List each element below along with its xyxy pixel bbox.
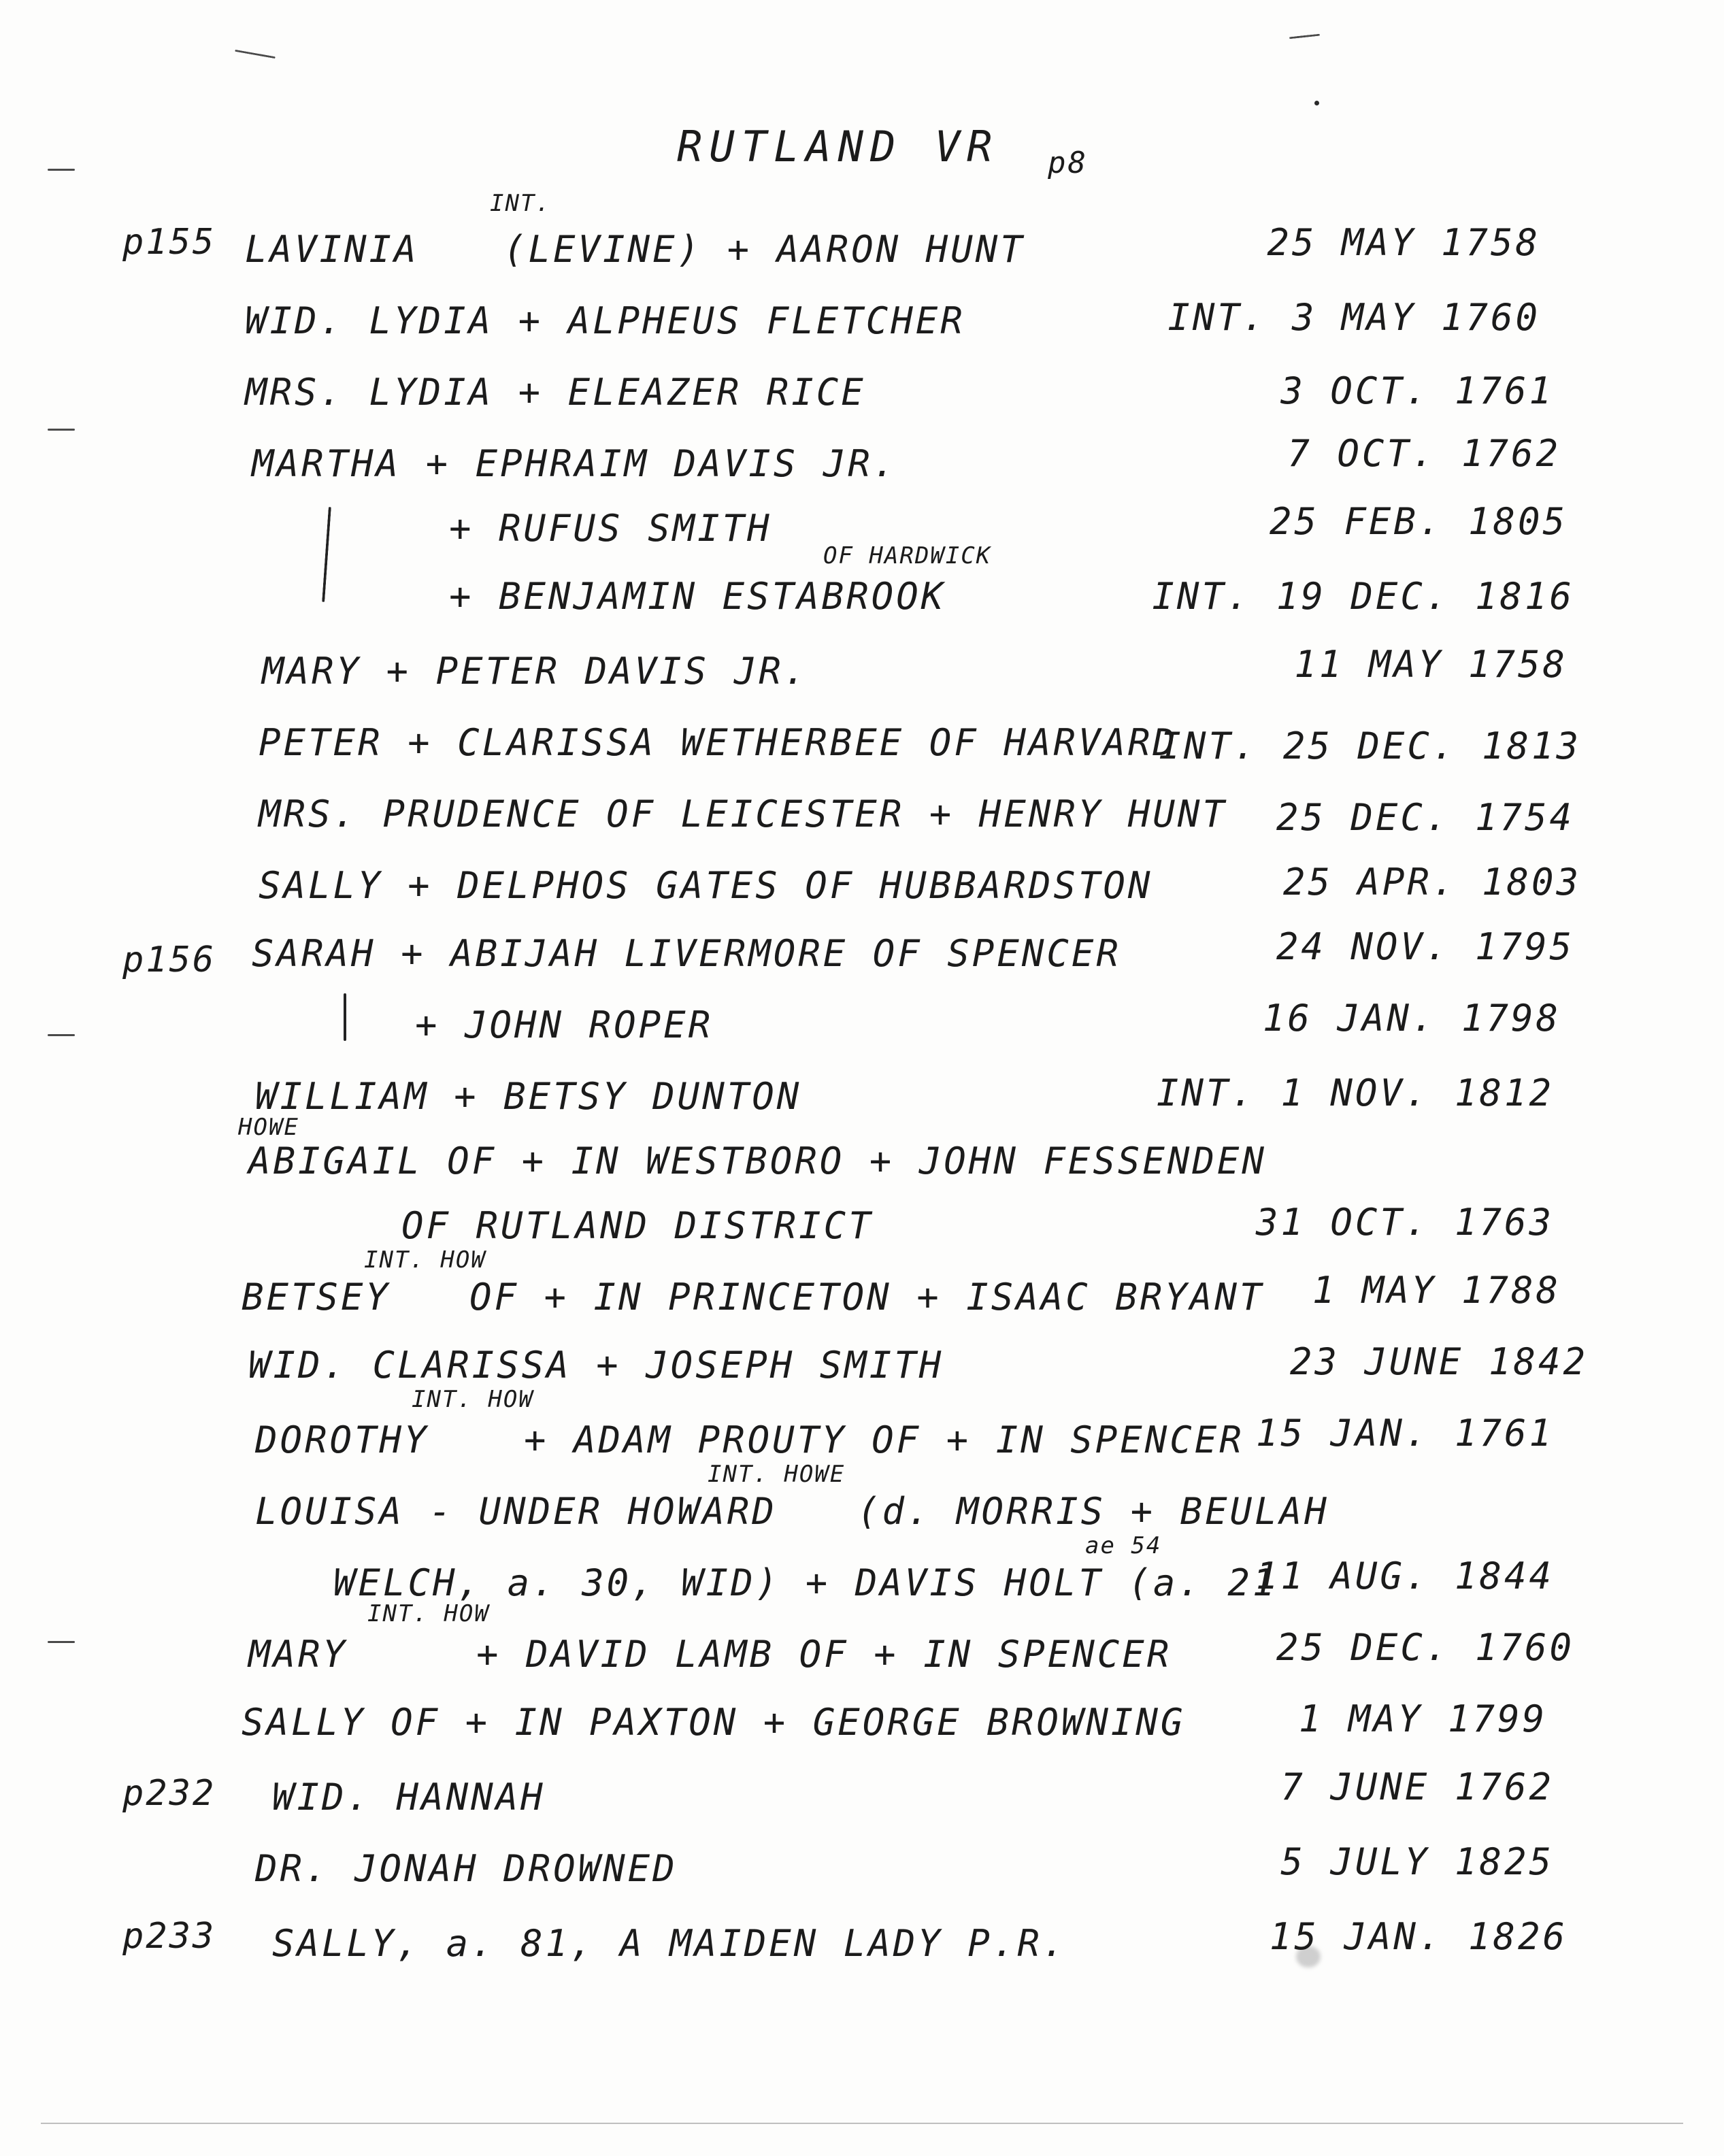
bracket-line xyxy=(344,993,346,1041)
entry-text: OF + IN PRINCETON + ISAAC BRYANT xyxy=(469,1276,1265,1319)
entry-date: INT. 3 MAY 1760 xyxy=(1167,296,1540,339)
entry-date: INT. 1 NOV. 1812 xyxy=(1156,1072,1554,1114)
entry-text: SALLY + DELPHOS GATES OF HUBBARDSTON xyxy=(259,864,1153,907)
entry-text: + DAVID LAMB OF + IN SPENCER xyxy=(476,1633,1172,1676)
entry-interlinear: INT. HOWE xyxy=(708,1461,846,1488)
margin-ref-p156: p156 xyxy=(122,940,216,980)
entry-date: 15 JAN. 1826 xyxy=(1269,1915,1568,1958)
entry-date: 25 DEC. 1754 xyxy=(1276,796,1574,839)
entry-text: BETSEY xyxy=(242,1276,391,1319)
margin-ref-p233: p233 xyxy=(122,1916,216,1957)
entry-text: WID. CLARISSA + JOSEPH SMITH xyxy=(248,1344,944,1387)
scan-mark xyxy=(48,1641,75,1643)
entry-text: WILLIAM + BETSY DUNTON xyxy=(255,1075,802,1118)
entry-date: 31 OCT. 1763 xyxy=(1255,1201,1554,1244)
page-title: RUTLAND VR xyxy=(677,122,999,171)
scan-mark xyxy=(48,1034,75,1036)
entry-interlinear: OF HARDWICK xyxy=(823,542,992,569)
entry-text: OF RUTLAND DISTRICT xyxy=(401,1204,874,1247)
entry-date: 25 MAY 1758 xyxy=(1267,221,1540,264)
entry-text: SALLY, a. 81, A MAIDEN LADY P.R. xyxy=(272,1922,1067,1965)
entry-date: 5 JULY 1825 xyxy=(1280,1840,1554,1883)
entry-text: DOROTHY xyxy=(255,1419,429,1461)
entry-text: + BENJAMIN ESTABROOK xyxy=(449,575,946,618)
entry-text: + JOHN ROPER xyxy=(415,1004,714,1046)
entry-date: 15 JAN. 1761 xyxy=(1255,1412,1554,1455)
entry-date: 11 MAY 1758 xyxy=(1294,643,1568,686)
entry-interlinear: INT. HOW xyxy=(412,1386,534,1413)
entry-date: INT. 25 DEC. 1813 xyxy=(1159,725,1581,767)
entry-text: LAVINIA xyxy=(245,228,419,271)
entry-text: DR. JONAH DROWNED xyxy=(255,1847,678,1890)
entry-date: INT. 19 DEC. 1816 xyxy=(1152,575,1574,618)
scan-mark xyxy=(235,50,276,59)
page-edge xyxy=(41,2123,1683,2124)
entry-date: 1 MAY 1788 xyxy=(1312,1269,1561,1312)
entry-date: 25 DEC. 1760 xyxy=(1276,1626,1574,1669)
entry-text: WELCH, a. 30, WID) + DAVIS HOLT (a. 21 xyxy=(333,1561,1278,1604)
bracket-line xyxy=(322,507,331,602)
entry-date: 7 JUNE 1762 xyxy=(1280,1765,1554,1808)
entry-date: 3 OCT. 1761 xyxy=(1280,369,1554,412)
entry-date: 7 OCT. 1762 xyxy=(1287,432,1561,475)
margin-ref-p232: p232 xyxy=(122,1773,216,1814)
entry-text: (d. MORRIS + BEULAH xyxy=(857,1490,1329,1533)
entry-text: MRS. LYDIA + ELEAZER RICE xyxy=(245,371,866,414)
entry-date: 23 JUNE 1842 xyxy=(1289,1340,1588,1383)
speck xyxy=(1314,101,1319,105)
entry-date: 16 JAN. 1798 xyxy=(1262,997,1561,1040)
entry-interlinear: INT. HOW xyxy=(367,1600,490,1627)
entry-date: 25 APR. 1803 xyxy=(1282,861,1581,903)
entry-text: + RUFUS SMITH xyxy=(449,507,772,550)
entry-text: WID. HANNAH xyxy=(272,1776,546,1819)
entry-text: WID. LYDIA + ALPHEUS FLETCHER xyxy=(245,299,965,342)
entry-text: + ADAM PROUTY OF + IN SPENCER xyxy=(524,1419,1244,1461)
entry-date: 1 MAY 1799 xyxy=(1298,1697,1547,1740)
entry-text: PETER + CLARISSA WETHERBEE OF HARVARD xyxy=(259,721,1178,764)
entry-interlinear: ae 54 xyxy=(1085,1532,1162,1559)
entry-text: (LEVINE) + AARON HUNT xyxy=(503,228,1025,271)
entry-text: MARY xyxy=(248,1633,348,1676)
entry-text: SALLY OF + IN PAXTON + GEORGE BROWNING xyxy=(242,1701,1186,1744)
entry-interlinear: INT. xyxy=(490,190,551,217)
entry-text: ABIGAIL OF + IN WESTBORO + JOHN FESSENDEN xyxy=(248,1140,1267,1182)
entry-text: LOUISA - UNDER HOWARD xyxy=(255,1490,777,1533)
margin-ref-p155: p155 xyxy=(122,222,216,263)
entry-text: MRS. PRUDENCE OF LEICESTER + HENRY HUNT xyxy=(259,793,1227,835)
entry-text: MARY + PETER DAVIS JR. xyxy=(262,650,809,693)
scan-mark xyxy=(48,169,75,171)
entry-text: MARTHA + EPHRAIM DAVIS JR. xyxy=(252,442,898,485)
entry-date: 24 NOV. 1795 xyxy=(1276,925,1574,968)
page-title-sub: p8 xyxy=(1048,146,1088,180)
scan-mark xyxy=(1289,34,1320,39)
scan-mark xyxy=(48,429,75,431)
entry-date: 11 AUG. 1844 xyxy=(1255,1555,1554,1597)
entry-date: 25 FEB. 1805 xyxy=(1269,500,1568,543)
entry-interlinear: HOWE xyxy=(238,1114,299,1141)
entry-text: SARAH + ABIJAH LIVERMORE OF SPENCER xyxy=(252,932,1121,975)
entry-interlinear: INT. HOW xyxy=(364,1246,486,1274)
